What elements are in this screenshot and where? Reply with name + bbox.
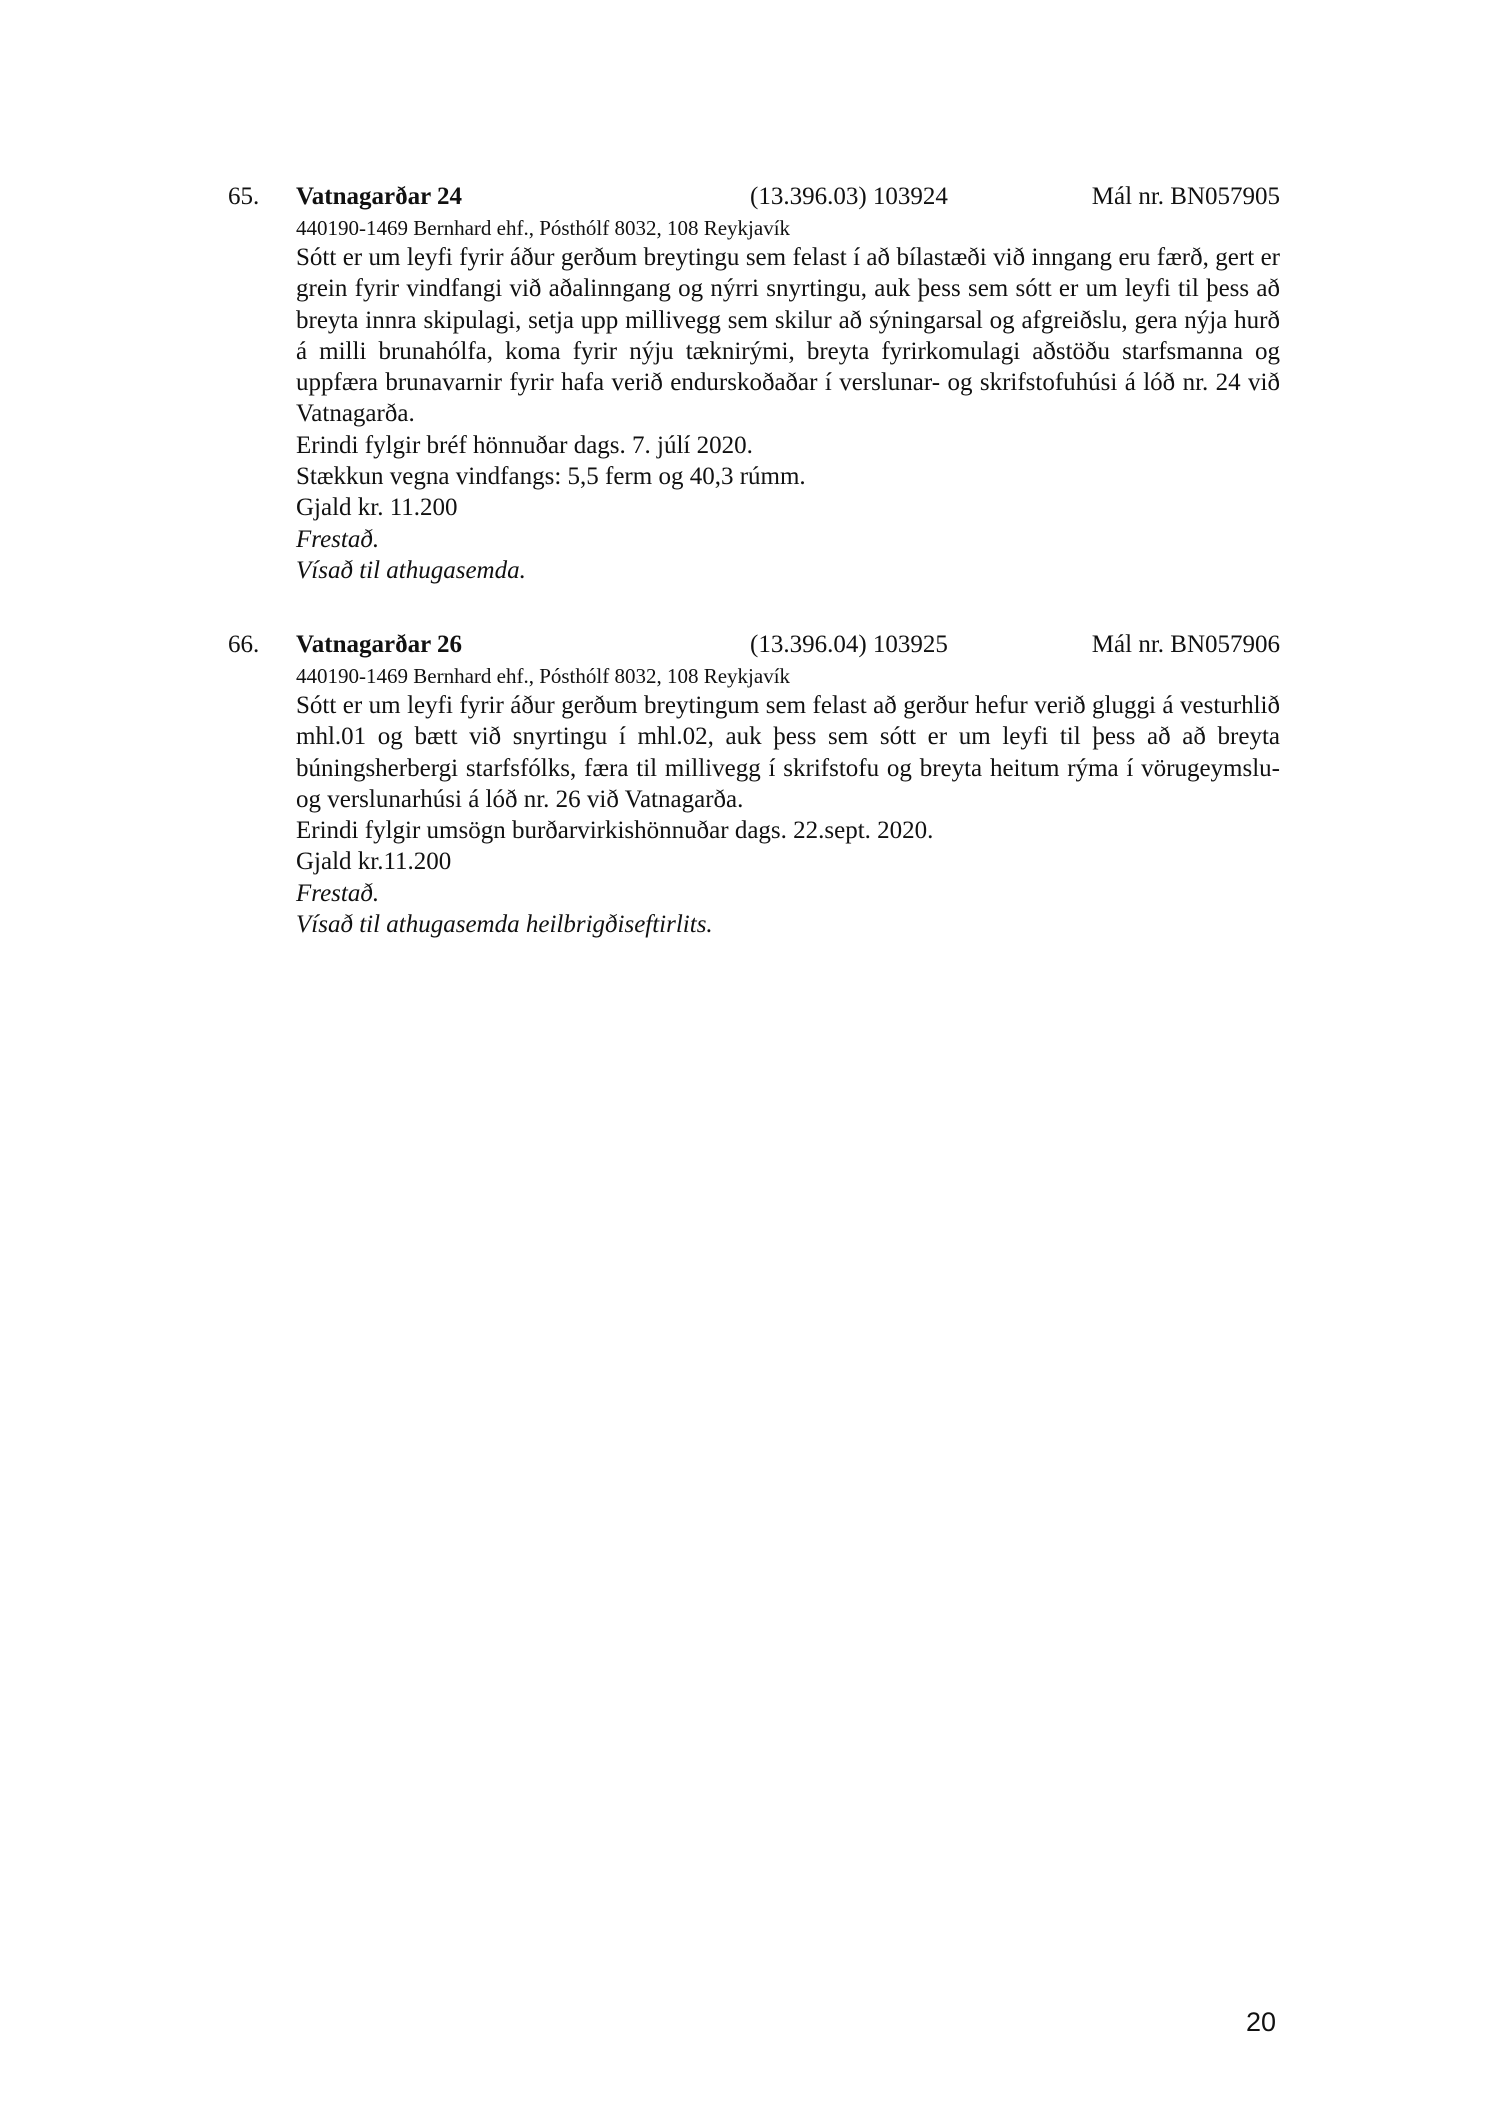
case-referral: Vísað til athugasemda. [296,556,526,584]
case-title: Vatnagarðar 24 [296,183,462,210]
case-decision: Frestað. [296,525,380,553]
case-applicant: 440190-1469 Bernhard ehf., Pósthólf 8032, 108 Reykjavík [296,216,791,240]
case-body [296,214,1280,586]
case-extension: Stækkun vegna vindfangs: 5,5 ferm og 40,3 rúmm. [296,463,806,491]
page-number: 20 [1246,2007,1277,2037]
case-number: 65. [228,183,260,210]
case-decision: Frestað. [296,879,380,907]
case-reference: (13.396.03) 103924 [750,183,948,210]
case-header [228,628,1280,662]
case-fee: Gjald kr.11.200 [296,848,452,876]
case-attachment: Erindi fylgir bréf hönnuðar dags. 7. júlí 2020. [296,431,753,459]
case-description: Sótt er um leyfi fyrir áður gerðum breytingu sem felast í að bílastæði við inngang eru færð, gert er grein fyrir vindfangi við aðalinngang og nýrri snyrtingu, auk þess sem sótt er um leyfi til þess að breyta innra skipulagi, setja upp millivegg sem skilur að sýningarsal og afgreiðslu, gera nýja hurð á milli brunahólfa, koma fyrir nýju tæknirými, breyta fyrirkomulagi aðstöðu starfsmanna og uppfæra brunavarnir fyrir hafa verið endurskoðaðar í verslunar- og skrifstofuhúsi á lóð nr. 24 við Vatnagarða. [296,244,1280,428]
case-entry [228,180,1280,586]
case-applicant: 440190-1469 Bernhard ehf., Pósthólf 8032, 108 Reykjavík [296,664,791,688]
case-number: 66. [228,631,260,658]
case-title: Vatnagarðar 26 [296,631,462,658]
case-file-number: Mál nr. BN057906 [1091,631,1280,658]
case-description: Sótt er um leyfi fyrir áður gerðum breytingum sem felast að gerður hefur verið gluggi á vesturhlið mhl.01 og bætt við snyrtingu í mhl.02, auk þess sem sótt er um leyfi til þess að að breyta búningsherbergi starfsfólks, færa til millivegg í skrifstofu og breyta heitum rýma í vörugeymslu- og verslunarhúsi á lóð nr. 26 við Vatnagarða. [296,692,1280,813]
case-entry [228,628,1280,940]
case-header [228,180,1280,214]
case-referral: Vísað til athugasemda heilbrigðiseftirlits. [296,911,713,939]
case-attachment: Erindi fylgir umsögn burðarvirkishönnuðar dags. 22.sept. 2020. [296,817,934,845]
case-reference: (13.396.04) 103925 [750,631,948,658]
case-file-number: Mál nr. BN057905 [1091,183,1280,210]
case-body [296,662,1280,940]
case-fee: Gjald kr. 11.200 [296,494,458,522]
